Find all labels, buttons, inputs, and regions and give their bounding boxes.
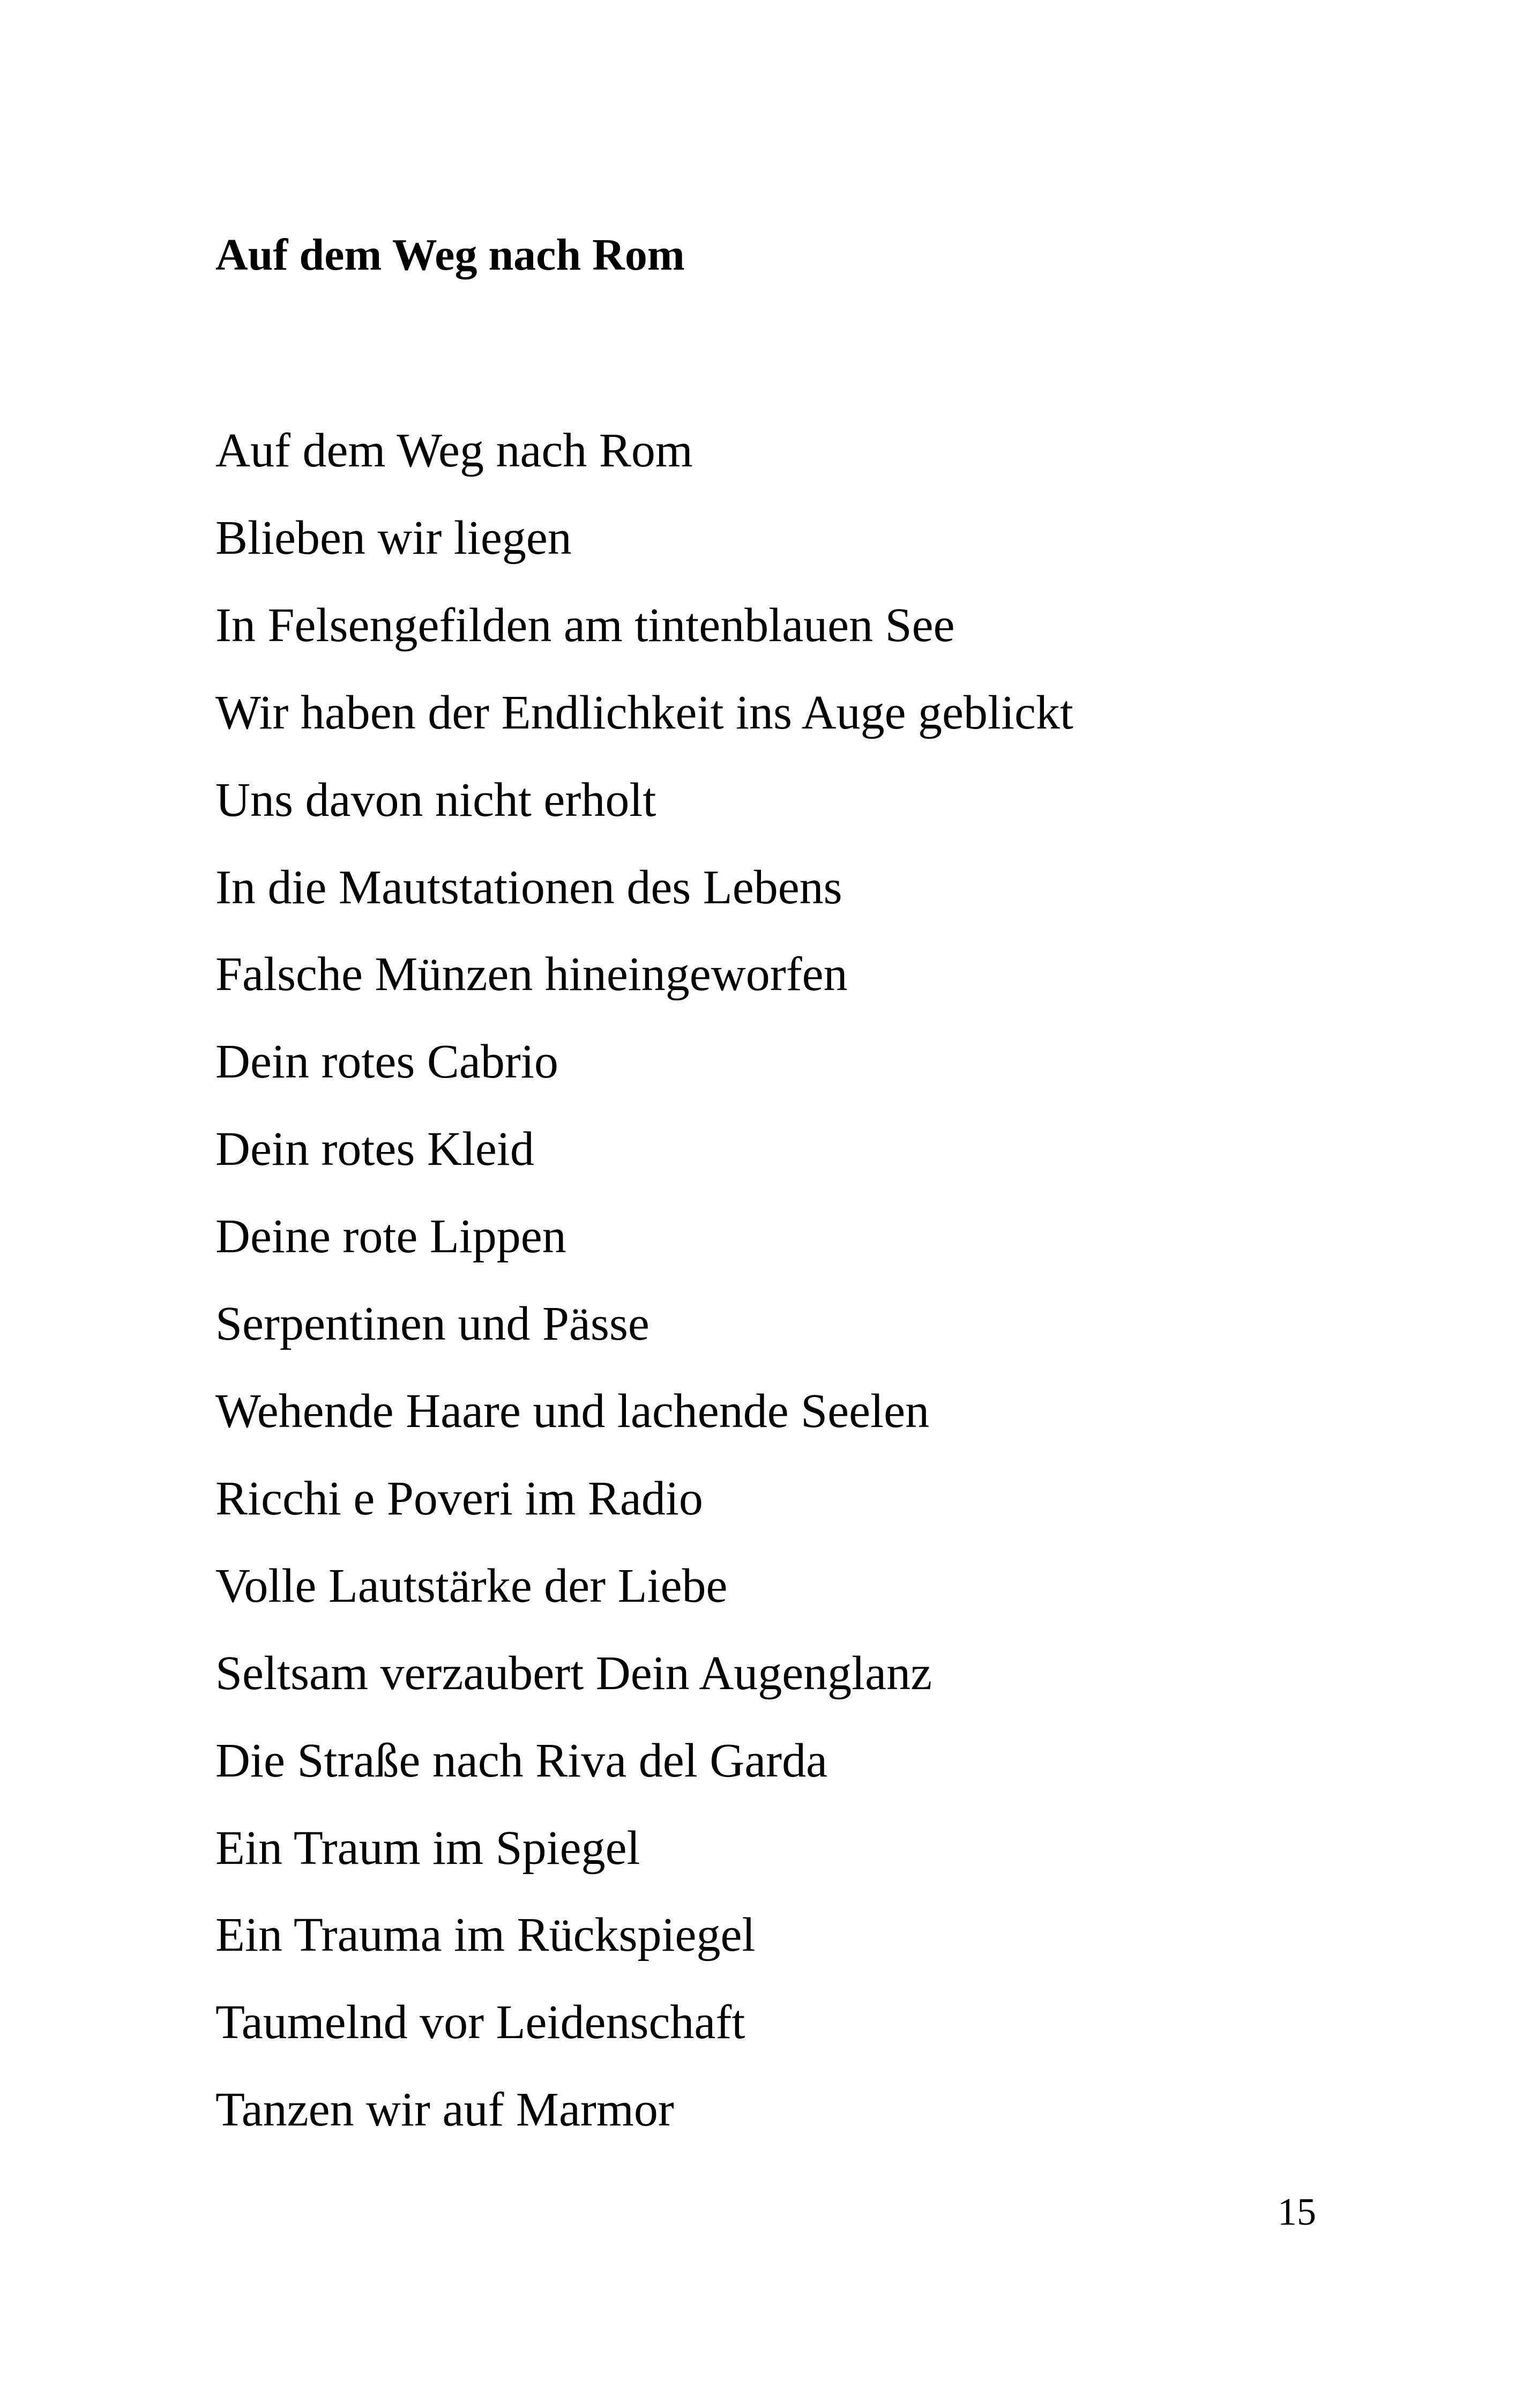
poem-line: Tanzen wir auf Marmor bbox=[215, 2083, 674, 2137]
poem-line: Die Straße nach Riva del Garda bbox=[215, 1734, 828, 1787]
poem-line: Ein Trauma im Rückspiegel bbox=[215, 1908, 756, 1962]
poem-line: Blieben wir liegen bbox=[215, 511, 572, 564]
poem-line: Ricchi e Poveri im Radio bbox=[215, 1471, 703, 1525]
poem-line: Falsche Münzen hineingeworfen bbox=[215, 948, 848, 1001]
poem-line: Deine rote Lippen bbox=[215, 1210, 566, 1264]
poem-line: Wehende Haare und lachende Seelen bbox=[215, 1384, 930, 1438]
poem-line: Ein Traum im Spiegel bbox=[215, 1821, 640, 1875]
poem-line: Uns davon nicht erholt bbox=[215, 773, 656, 827]
poem-lines bbox=[215, 407, 1073, 2154]
poem-line: Seltsam verzaubert Dein Augenglanz bbox=[215, 1646, 932, 1700]
poem-line: Dein rotes Kleid bbox=[215, 1123, 534, 1176]
poem-line: In Felsengefilden am tintenblauen See bbox=[215, 598, 955, 652]
poem-line: Dein rotes Cabrio bbox=[215, 1035, 558, 1089]
poem-line: In die Mautstationen des Lebens bbox=[215, 860, 842, 914]
page-number: 15 bbox=[1278, 2190, 1316, 2233]
poem-title: Auf dem Weg nach Rom bbox=[215, 230, 685, 280]
poem-line: Taumelnd vor Leidenschaft bbox=[215, 1996, 745, 2049]
poem-line: Serpentinen und Pässe bbox=[215, 1297, 649, 1351]
poem-line: Auf dem Weg nach Rom bbox=[215, 424, 693, 477]
poem-line: Volle Lautstärke der Liebe bbox=[215, 1559, 728, 1612]
poem-line: Wir haben der Endlichkeit ins Auge geblickt bbox=[215, 686, 1073, 739]
